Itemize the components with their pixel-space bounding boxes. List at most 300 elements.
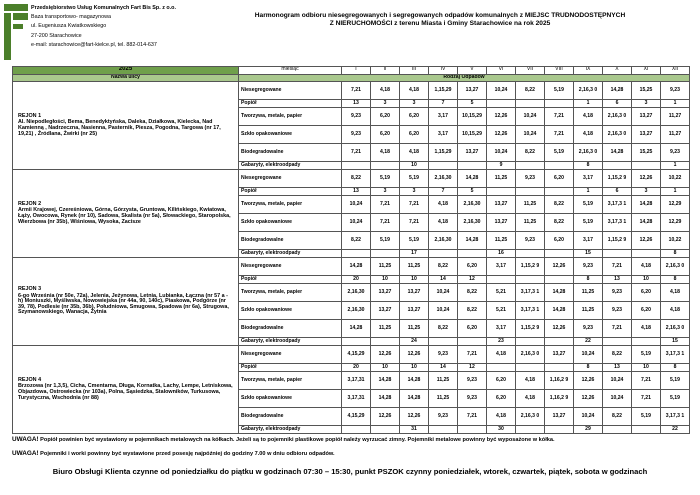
date-cell: 1,15,29 [429,144,458,162]
title-line-1: Harmonogram odbioru niesegregowanych i segregowanych odpadów komunalnych z MIEJSC TRUDNODOSTĘPNYCH [254,12,626,19]
date-cell: 4,15,29 [342,346,371,364]
waste-type-label: Szkło opakowaniowe [239,214,342,232]
date-cell: 6,20 [545,232,574,250]
date-cell: 12,29 [661,214,690,232]
date-cell: 15 [574,250,603,258]
waste-type-label: Tworzywa, metale, papier [239,108,342,126]
date-cell: 10,24 [603,372,632,390]
date-cell: 14,28 [371,390,400,408]
date-cell: 6 [603,100,632,108]
date-cell: 10,24 [429,302,458,320]
date-cell: 4,18 [574,108,603,126]
date-cell: 11,25 [400,258,429,276]
date-cell: 3,17,31 [342,372,371,390]
waste-type-label: Tworzywa, metale, papier [239,372,342,390]
date-cell: 22 [661,426,690,434]
date-cell: 6,20 [400,126,429,144]
month-header: IX [574,67,603,75]
date-cell: 7,21 [603,258,632,276]
date-cell [342,250,371,258]
date-cell: 13,27 [632,126,661,144]
note-warning-label: UWAGA! [12,436,39,443]
date-cell [487,276,516,284]
date-cell [545,100,574,108]
date-cell: 10 [400,276,429,284]
date-cell: 5,19 [371,170,400,188]
date-cell: 11,25 [487,170,516,188]
note-text: Popiół powinien być wystawiony w pojemnikach metalowych na kółkach. Jeżeli są to pojemniki plastikowe popiół należy wyrzucać zimny. Pojemniki metalowe powinny być wyposażone w kółka. [38,437,555,443]
region-cell [13,170,239,258]
date-cell [458,162,487,170]
date-cell: 10,24 [516,108,545,126]
date-cell: 13,27 [545,408,574,426]
date-cell: 14,28 [458,170,487,188]
date-cell: 12,26 [574,372,603,390]
date-cell: 2,16,3 0 [603,126,632,144]
date-cell: 8 [661,276,690,284]
date-cell [371,338,400,346]
date-cell [545,338,574,346]
date-cell: 13 [603,364,632,372]
date-cell: 9,23 [574,320,603,338]
date-cell: 4,18 [632,320,661,338]
date-cell: 2,16,30 [429,170,458,188]
date-cell: 9,23 [516,232,545,250]
date-cell [603,338,632,346]
date-cell: 13,27 [371,284,400,302]
waste-type-label: Popiół [239,100,342,108]
date-cell: 5,19 [400,170,429,188]
company-logo [4,4,28,60]
date-cell: 13,27 [545,346,574,364]
date-cell [487,188,516,196]
month-header: V [458,67,487,75]
date-cell: 2,16,3 0 [574,82,603,100]
table-row [13,258,690,276]
date-cell: 6,20 [371,126,400,144]
date-cell: 4,18 [516,372,545,390]
date-cell: 12,26 [371,408,400,426]
waste-type-label: Popiół [239,188,342,196]
date-cell: 13,27 [487,214,516,232]
date-cell [632,162,661,170]
date-cell [545,364,574,372]
date-cell: 20 [342,276,371,284]
date-cell: 1 [574,188,603,196]
date-cell: 2,16,30 [458,196,487,214]
date-cell: 24 [400,338,429,346]
date-cell: 3 [632,100,661,108]
note-text: Pojemniki i worki powinny być wystawione przed posesję najpóźniej do godziny 7.00 w dniu odbioru odpadów. [38,451,335,457]
date-cell [545,276,574,284]
date-cell [632,250,661,258]
date-cell: 13 [342,100,371,108]
date-cell: 2,16,3 0 [516,408,545,426]
month-header: VIII [545,67,574,75]
region-name: REJON 2 [18,200,42,207]
month-header: XI [632,67,661,75]
header-row-months [13,67,690,75]
date-cell [603,426,632,434]
date-cell: 5,19 [400,232,429,250]
date-cell: 3 [371,188,400,196]
date-cell: 11,25 [400,320,429,338]
date-cell: 4,18 [487,346,516,364]
date-cell: 1 [661,188,690,196]
date-cell: 4,18 [487,408,516,426]
date-cell [429,250,458,258]
date-cell: 3,17 [487,258,516,276]
date-cell: 10 [400,162,429,170]
waste-type-label: Biodegradowalne [239,144,342,162]
date-cell: 10,24 [342,196,371,214]
date-cell: 12,26 [400,346,429,364]
date-cell [371,426,400,434]
waste-type-label: Gabaryty, elektroodpady [239,162,342,170]
date-cell: 3 [371,100,400,108]
date-cell: 5,19 [661,390,690,408]
date-cell: 2,16,3 0 [603,108,632,126]
date-cell: 3,17,3 1 [516,302,545,320]
date-cell [458,250,487,258]
waste-type-label: Biodegradowalne [239,320,342,338]
region-cell [13,258,239,346]
date-cell [545,250,574,258]
date-cell: 15 [661,338,690,346]
waste-type-label: Szkło opakowaniowe [239,390,342,408]
date-cell [516,338,545,346]
date-cell: 13 [342,188,371,196]
company-name: Przedsiębiorstwo Usług Komunalnych Fart Bis Sp. z o.o. [31,5,176,11]
region-name: REJON 4 [18,376,42,383]
date-cell: 10,24 [574,346,603,364]
month-header: VII [516,67,545,75]
date-cell: 10,24 [516,126,545,144]
date-cell: 4,18 [371,144,400,162]
date-cell: 6 [603,188,632,196]
date-cell: 5 [458,100,487,108]
date-cell: 7,21 [603,320,632,338]
date-cell: 1 [661,100,690,108]
table-row [13,170,690,188]
date-cell [545,188,574,196]
date-cell: 8,22 [516,82,545,100]
date-cell [342,426,371,434]
date-cell: 11,25 [516,214,545,232]
date-cell: 12,26 [400,408,429,426]
date-cell: 9,23 [429,346,458,364]
date-cell: 9,23 [458,372,487,390]
date-cell: 7 [429,188,458,196]
month-header: I [342,67,371,75]
date-cell: 12,29 [661,196,690,214]
date-cell: 30 [487,426,516,434]
date-cell: 14,28 [545,284,574,302]
date-cell: 3,17,3 1 [661,408,690,426]
date-cell: 8,22 [429,258,458,276]
date-cell: 12,26 [545,258,574,276]
region-name: REJON 1 [18,112,42,119]
date-cell: 8 [574,276,603,284]
waste-type-label: Szkło opakowaniowe [239,302,342,320]
date-cell: 7,21 [545,126,574,144]
company-contact: e-mail: starachowice@fart-kielce.pl, tel. 882-014-637 [31,41,157,48]
date-cell: 8 [574,162,603,170]
note-warning-label: UWAGA! [12,450,39,457]
region-streets: 6-go Września (nr 50e, 72a), Jelenia, Jeżynowa, Letnia, Lubianka, Łączna (nr 57 a - h) Moniuszki, Myśliwska, Nowowiejska (nr 44a, 90, 140c), Piaskowa, Podgórze (nr 39, 78), Podlesie (nr 35b, 36b), Południowa, Smugowa, Spadowa (nr 6a), Strugowa, Szymanowskiego, Wanacja, Żytnia [18,292,229,316]
company-info [31,4,176,50]
date-cell: 11,27 [661,126,690,144]
date-cell: 13,27 [458,144,487,162]
date-cell: 5,19 [545,82,574,100]
region-cell [13,346,239,434]
date-cell: 4,18 [661,284,690,302]
date-cell: 14,28 [603,82,632,100]
date-cell: 8 [574,364,603,372]
date-cell: 9,23 [661,82,690,100]
date-cell: 8,22 [545,196,574,214]
date-cell: 7,21 [400,196,429,214]
date-cell: 31 [400,426,429,434]
date-cell: 9,23 [603,284,632,302]
date-cell: 8,22 [429,320,458,338]
date-cell: 14,28 [342,258,371,276]
date-cell: 14,28 [603,144,632,162]
date-cell: 12,26 [632,232,661,250]
date-cell [429,338,458,346]
date-cell: 3,17,31 [342,390,371,408]
date-cell: 5,19 [574,214,603,232]
month-header: III [400,67,429,75]
date-cell: 5,21 [487,284,516,302]
date-cell: 8,22 [458,302,487,320]
date-cell: 6,20 [458,320,487,338]
note-containers [12,450,335,457]
date-cell [516,250,545,258]
date-cell: 3,17,3 1 [603,196,632,214]
date-cell: 10,22 [661,232,690,250]
date-cell: 7,21 [371,196,400,214]
date-cell: 8,22 [603,346,632,364]
waste-type-label: Biodegradowalne [239,408,342,426]
date-cell: 3,17 [574,232,603,250]
date-cell: 2,16,30 [342,302,371,320]
month-header: X [603,67,632,75]
date-cell: 12 [458,276,487,284]
date-cell [632,338,661,346]
date-cell [458,338,487,346]
date-cell: 10,15,29 [458,126,487,144]
date-cell: 6,20 [632,284,661,302]
date-cell: 15,25 [632,144,661,162]
date-cell: 13,27 [632,108,661,126]
date-cell: 14,28 [632,214,661,232]
date-cell: 4,18 [516,390,545,408]
date-cell: 5,19 [632,346,661,364]
date-cell: 13,27 [371,302,400,320]
date-cell [516,426,545,434]
date-cell: 14,28 [342,320,371,338]
date-cell: 8 [661,250,690,258]
date-cell: 2,16,30 [429,232,458,250]
date-cell: 2,16,30 [342,284,371,302]
date-cell: 6,20 [371,108,400,126]
date-cell: 12,26 [487,126,516,144]
date-cell: 10,24 [429,284,458,302]
date-cell: 5,19 [574,196,603,214]
date-cell: 12,26 [574,390,603,408]
date-cell: 1 [661,162,690,170]
waste-type-label: Gabaryty, elektroodpady [239,338,342,346]
date-cell: 9,23 [661,144,690,162]
date-cell: 12,26 [371,346,400,364]
date-cell: 9,23 [574,258,603,276]
date-cell: 6,20 [487,372,516,390]
date-cell: 5,21 [487,302,516,320]
month-header: VI [487,67,516,75]
date-cell [342,162,371,170]
date-cell: 8,22 [458,284,487,302]
date-cell: 14,28 [545,302,574,320]
date-cell: 9,23 [603,302,632,320]
date-cell: 8,22 [342,232,371,250]
date-cell: 4,18 [371,82,400,100]
date-cell [632,426,661,434]
month-header: II [371,67,400,75]
date-cell: 7,21 [632,390,661,408]
streets-header: Nazwa ulicy [13,74,239,82]
month-header: IV [429,67,458,75]
date-cell: 11,25 [371,258,400,276]
date-cell: 4,18 [661,302,690,320]
date-cell: 9 [487,162,516,170]
date-cell: 9,23 [458,390,487,408]
date-cell: 6,20 [458,258,487,276]
waste-type-label: Biodegradowalne [239,232,342,250]
date-cell: 3,17,3 1 [661,346,690,364]
date-cell: 20 [342,364,371,372]
region-name: REJON 3 [18,286,42,293]
date-cell [458,426,487,434]
date-cell: 4,15,29 [342,408,371,426]
date-cell: 12,26 [545,320,574,338]
date-cell [603,162,632,170]
date-cell: 3,17 [574,170,603,188]
date-cell: 4,18 [632,258,661,276]
date-cell: 8,22 [603,408,632,426]
date-cell [371,250,400,258]
date-cell: 2,16,3 0 [661,258,690,276]
date-cell: 10,24 [574,408,603,426]
document-title [200,12,680,28]
waste-type-label: Tworzywa, metale, papier [239,196,342,214]
waste-type-label: Niesegregowane [239,82,342,100]
waste-type-label: Tworzywa, metale, papier [239,284,342,302]
date-cell: 1,15,2 9 [516,320,545,338]
date-cell: 10,24 [487,144,516,162]
date-cell: 4,18 [429,214,458,232]
date-cell: 23 [487,338,516,346]
date-cell: 17 [400,250,429,258]
date-cell: 14,28 [632,196,661,214]
table-row [13,346,690,364]
date-cell: 4,18 [429,196,458,214]
date-cell: 5,19 [632,408,661,426]
region-cell [13,82,239,170]
date-cell [487,100,516,108]
date-cell: 1,15,2 9 [603,170,632,188]
date-cell [342,338,371,346]
date-cell: 11,25 [371,320,400,338]
date-cell: 8 [661,364,690,372]
date-cell: 7,21 [458,346,487,364]
date-cell: 3,17 [429,126,458,144]
date-cell: 12,26 [632,170,661,188]
date-cell: 6,20 [545,170,574,188]
date-cell: 29 [574,426,603,434]
date-cell: 10,22 [661,170,690,188]
date-cell: 1,15,29 [429,82,458,100]
date-cell: 11,25 [574,302,603,320]
company-street: ul. Eugeniusza Kwiatkowskiego [31,23,107,30]
date-cell: 8,22 [545,214,574,232]
note-ash [12,436,555,443]
date-cell: 14 [429,364,458,372]
date-cell: 5,19 [371,232,400,250]
waste-type-label: Szkło opakowaniowe [239,126,342,144]
date-cell: 1,15,2 9 [603,232,632,250]
waste-type-label: Niesegregowane [239,258,342,276]
date-cell: 2,16,3 0 [516,346,545,364]
date-cell: 2,16,3 0 [661,320,690,338]
date-cell: 3,17,3 1 [516,284,545,302]
date-cell: 3,17 [429,108,458,126]
date-cell: 11,25 [574,284,603,302]
date-cell: 10 [400,364,429,372]
date-cell: 10,24 [342,214,371,232]
date-cell: 14,28 [458,232,487,250]
company-city: 27-200 Starachowice [31,32,82,39]
date-cell [516,276,545,284]
waste-type-label: Gabaryty, elektroodpady [239,250,342,258]
date-cell: 7,21 [400,214,429,232]
date-cell: 3,17,3 1 [603,214,632,232]
date-cell: 10 [632,276,661,284]
date-cell: 1,16,2 9 [545,372,574,390]
waste-type-label: Popiół [239,364,342,372]
date-cell: 4,18 [400,144,429,162]
region-streets: Al. Niepodległości, Bema, Benedyktyńska, Daleka, Działkowa, Kielecka, Nad Kamienną , Nadrzeczna, Nasienna, Pasternik, Piesza, Pogodna, Targowa (nr 17, 19,21) , Źródlana, Żwirki (nr 25) [18,119,221,137]
date-cell: 9,23 [516,170,545,188]
date-cell: 7,21 [545,108,574,126]
date-cell: 14,28 [371,372,400,390]
date-cell: 3 [400,100,429,108]
date-cell: 6,20 [487,390,516,408]
date-cell: 3 [400,188,429,196]
region-streets: Armii Krajowej, Czereśniowa, Górna, Górzysta, Gruntowa, Kilińskiego, Kwiatowa, Łąży, Owocowa, Rynek (nr 10), Sadowa, Skalista (nr 5a), Słowackiego, Staropolska, Wierzbowa (nr 35b), Wiśniowa, Wysoka, Zacisze [18,207,231,225]
date-cell: 7,21 [458,408,487,426]
date-cell: 10 [371,276,400,284]
date-cell: 3 [632,188,661,196]
date-cell: 22 [574,338,603,346]
date-cell: 13,27 [400,284,429,302]
date-cell: 4,18 [400,82,429,100]
date-cell: 6,20 [632,302,661,320]
date-cell: 10,24 [603,390,632,408]
company-line: Baza transportowo- magazynowa [31,14,112,21]
date-cell: 1 [574,100,603,108]
header-row-labels [13,74,690,82]
